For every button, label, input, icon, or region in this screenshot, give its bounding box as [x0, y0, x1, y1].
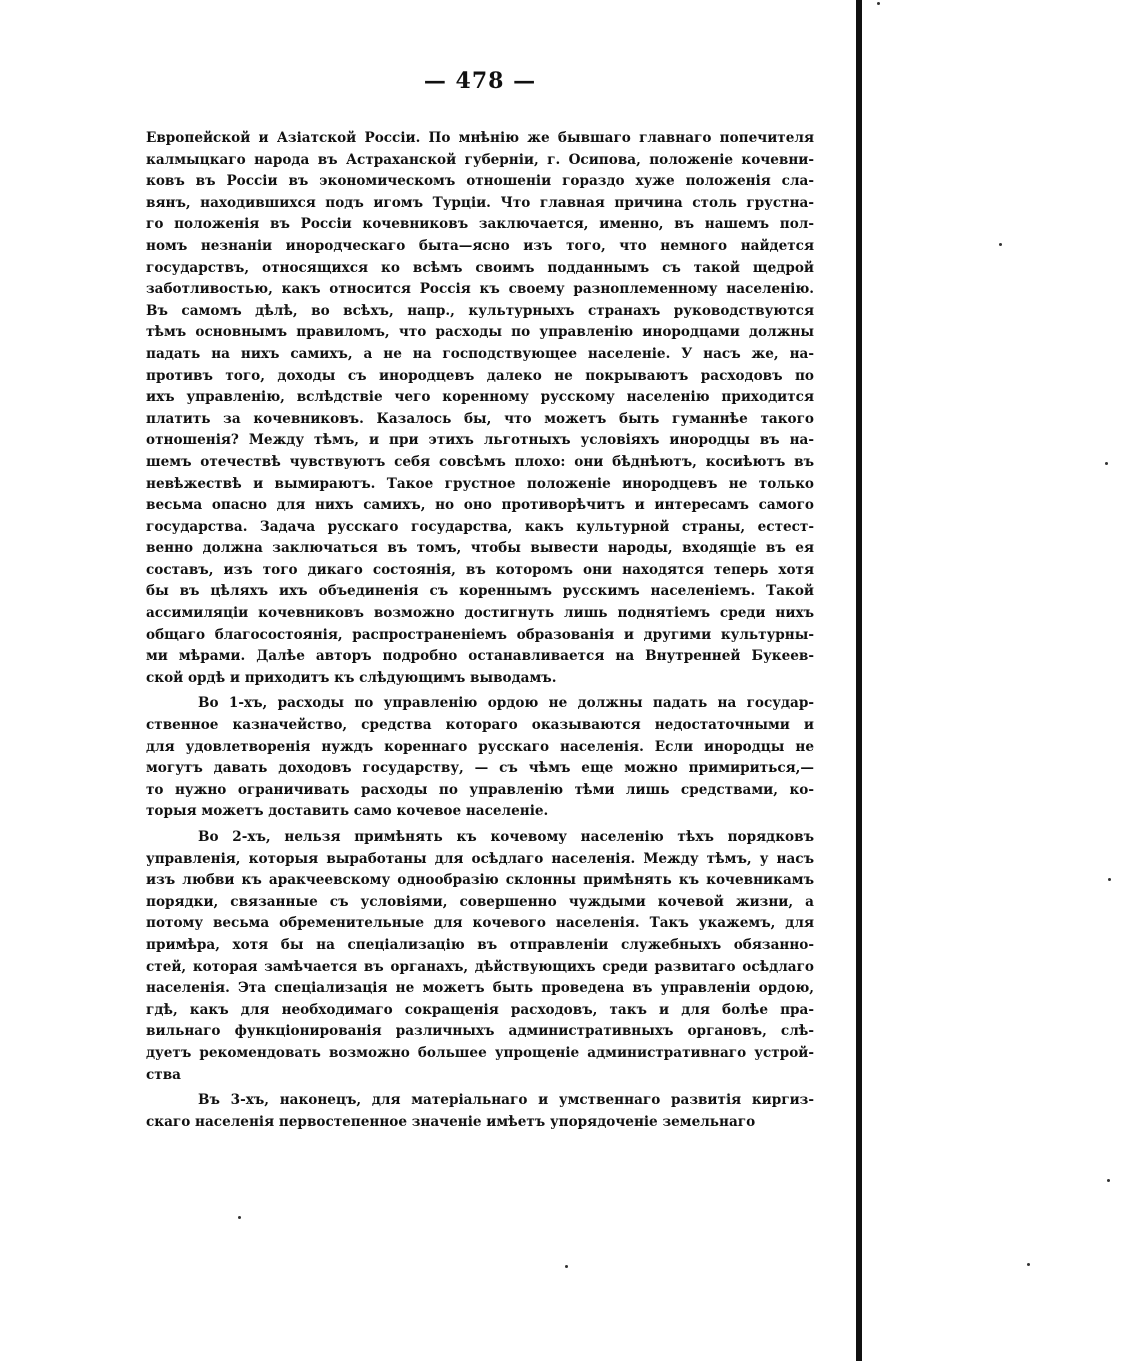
text-line: вянъ, находившихся подъ игомъ Турціи. Что главная причина столь грустна-: [146, 194, 814, 211]
text-line: составъ, изъ того дикаго состоянія, въ которомъ они находятся теперь хотя: [146, 561, 814, 578]
text-line: номъ незнаніи инородческаго быта—ясно изъ того, что немного найдется: [146, 237, 814, 254]
text-line: венно должна заключаться въ томъ, чтобы вывести народы, входящіе въ ея: [146, 540, 814, 557]
text-line: Въ самомъ дѣлѣ, во всѣхъ, напр., культурныхъ странахъ руководствуются: [146, 302, 814, 319]
binding-edge-rule: [856, 0, 862, 1361]
text-line: порядки, связанные съ условіями, совершенно чуждыми кочевой жизни, а: [146, 893, 814, 910]
scan-speck: [1108, 878, 1111, 881]
text-line: управленія, которыя выработаны для осѣдлаго населенія. Между тѣмъ, у насъ: [146, 850, 814, 867]
text-line: бы въ цѣляхъ ихъ объединенія съ кореннымъ русскимъ населеніемъ. Такой: [146, 583, 814, 600]
paragraph: [146, 1090, 814, 1133]
text-line: Въ 3-хъ, наконецъ, для матеріальнаго и умственнаго развитія киргиз-: [198, 1092, 814, 1109]
paragraph: [146, 693, 814, 823]
text-line: ской ордѣ и приходитъ къ слѣдующимъ выводамъ.: [146, 669, 557, 686]
text-line: ми мѣрами. Далѣе авторъ подробно останавливается на Внутренней Букеев-: [146, 648, 814, 665]
text-line: то нужно ограничивать расходы по управленію тѣми лишь средствами, ко-: [146, 781, 814, 798]
scan-speck: [877, 2, 880, 5]
text-line: ассимиляціи кочевниковъ возможно достигнуть лишь поднятіемъ среди нихъ: [146, 605, 814, 622]
body-text: [146, 128, 814, 1133]
text-line: отношенія? Между тѣмъ, и при этихъ льготныхъ условіяхъ инородцы въ на-: [146, 432, 814, 449]
text-line: Во 1-хъ, расходы по управленію ордою не должны падать на государ-: [198, 695, 814, 712]
text-line: Европейской и Азіатской Россіи. По мнѣнію же бывшаго главнаго попечителя: [146, 130, 814, 146]
scan-speck: [1027, 1263, 1030, 1266]
scan-speck: [565, 1265, 568, 1268]
text-line: калмыцкаго народа въ Астраханской губерніи, г. Осипова, положеніе кочевни-: [146, 151, 814, 168]
text-line: ковъ въ Россіи въ экономическомъ отношеніи гораздо хуже положенія сла-: [146, 173, 814, 190]
text-line: государства. Задача русскаго государства, какъ культурной страны, естест-: [146, 518, 814, 535]
text-line: вильнаго функціонированія различныхъ административныхъ органовъ, слѣ-: [146, 1023, 814, 1040]
text-line: примѣра, хотя бы на спеціализацію въ отправленіи служебныхъ обязанно-: [146, 936, 814, 953]
paragraph: [146, 827, 814, 1086]
text-line: могутъ давать доходовъ государству, — съ чѣмъ еще можно примириться,—: [146, 760, 814, 777]
scan-speck: [238, 1216, 241, 1219]
text-line: дуетъ рекомендовать возможно большее упрощеніе административнаго устрой-: [146, 1044, 814, 1061]
text-line: для удовлетворенія нуждъ кореннаго русскаго населенія. Если инородцы не: [146, 738, 814, 755]
scan-speck: [999, 243, 1002, 246]
text-line: населенія. Эта спеціализація не можетъ быть проведена въ управленіи ордою,: [146, 980, 814, 997]
text-line: весьма опасно для нихъ самихъ, но оно противорѣчитъ и интересамъ самого: [146, 497, 814, 514]
page-number: — 478 —: [423, 68, 537, 94]
text-line: изъ любви къ аракчеевскому однообразію склонны примѣнять къ кочевникамъ: [146, 872, 814, 889]
text-line: гдѣ, какъ для необходимаго сокращенія расходовъ, такъ и для болѣе пра-: [146, 1001, 814, 1018]
text-line: шемъ отечествѣ чувствуютъ себя совсѣмъ плохо: они бѣднѣютъ, косиѣютъ въ: [146, 453, 814, 470]
text-line: скаго населенія первостепенное значеніе имѣетъ упорядоченіе земельнаго: [146, 1113, 756, 1130]
text-line: потому весьма обременительные для кочевого населенія. Такъ укажемъ, для: [146, 915, 814, 932]
paragraph: [146, 128, 814, 689]
scan-speck: [1107, 1179, 1110, 1182]
text-line: торыя можетъ доставить само кочевое населеніе.: [146, 803, 549, 820]
text-line: падать на нихъ самихъ, а не на господствующее населеніе. У насъ же, на-: [146, 345, 814, 362]
text-line: го положенія въ Россіи кочевниковъ заключается, именно, въ нашемъ пол-: [146, 216, 814, 233]
text-line: общаго благосостоянія, распространеніемъ образованія и другими культурны-: [146, 626, 814, 643]
text-line: невѣжествѣ и вымираютъ. Такое грустное положеніе инородцевъ не только: [146, 475, 814, 492]
text-line: заботливостью, какъ относится Россія къ своему разноплеменному населенію.: [146, 281, 814, 298]
text-line: Во 2-хъ, нельзя примѣнять къ кочевому населенію тѣхъ порядковъ: [198, 829, 814, 845]
text-line: платить за кочевниковъ. Казалось бы, что можетъ быть гуманнѣе такого: [146, 410, 814, 427]
text-line: ственное казначейство, средства котораго оказываются недостаточными и: [146, 717, 814, 734]
text-line: противъ того, доходы съ инородцевъ далеко не покрываютъ расходовъ по: [146, 367, 814, 384]
text-line: стей, которая замѣчается въ органахъ, дѣйствующихъ среди развитаго осѣдлаго: [146, 958, 814, 975]
text-line: тѣмъ основнымъ правиломъ, что расходы по управленію инородцами должны: [146, 324, 814, 341]
text-line: ства: [146, 1066, 181, 1083]
text-line: государствъ, относящихся ко всѣмъ своимъ подданнымъ съ такой щедрой: [146, 259, 814, 276]
scan-speck: [1105, 462, 1108, 465]
text-line: ихъ управленію, вслѣдствіе чего коренному русскому населенію приходится: [146, 389, 814, 406]
